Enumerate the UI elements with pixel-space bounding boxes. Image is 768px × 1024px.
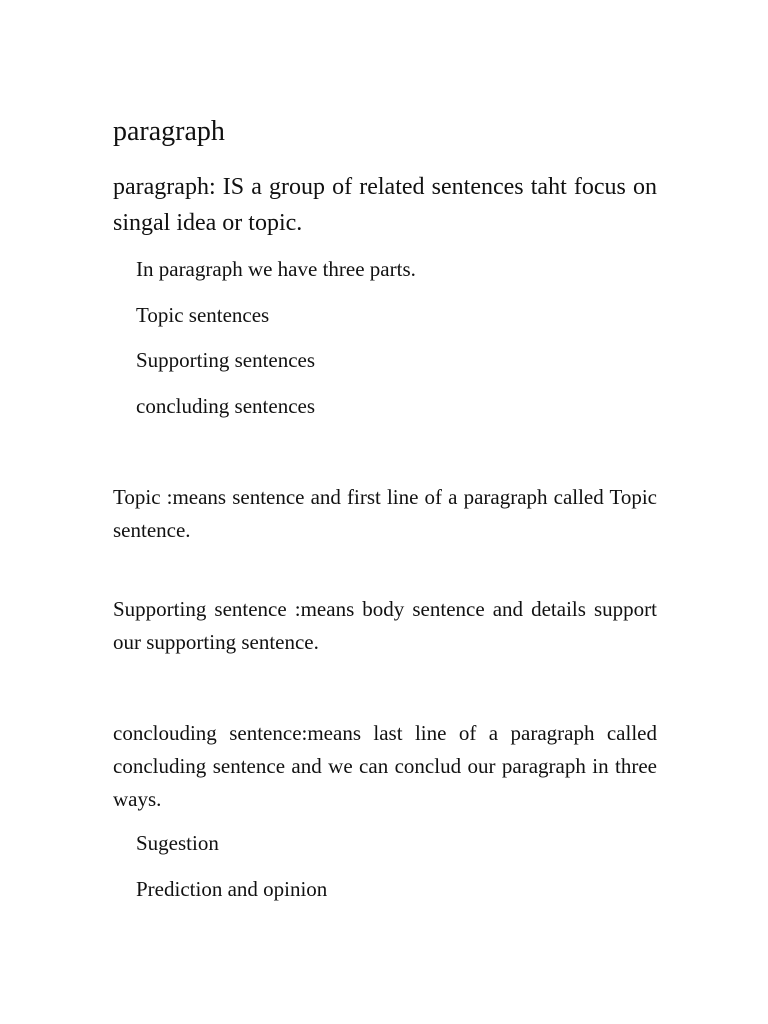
supporting-paragraph: Supporting sentence :means body sentence and details support our supporting sentence.: [113, 597, 657, 654]
list-item: concluding sentences: [136, 393, 316, 418]
definition-paragraph: paragraph: IS a group of related sentences taht focus on singal idea or topic.: [113, 174, 657, 236]
list-item: In paragraph we have three parts.: [136, 257, 416, 281]
parts-list: [136, 247, 416, 429]
list-item: Sugestion: [136, 831, 219, 855]
list-item: Supporting sentences: [136, 348, 316, 372]
list-item: Prediction and opinion: [136, 876, 328, 901]
ways-list: [136, 821, 327, 912]
list-item: Topic sentences: [136, 302, 270, 327]
document-title: paragraph: [113, 116, 225, 147]
topic-paragraph: Topic :means sentence and first line of a paragraph called Topic sentence.: [113, 485, 657, 542]
concluding-paragraph: conclouding sentence:means last line of a paragraph called concluding sentence and we can conclud our paragraph in three ways.: [113, 721, 657, 811]
